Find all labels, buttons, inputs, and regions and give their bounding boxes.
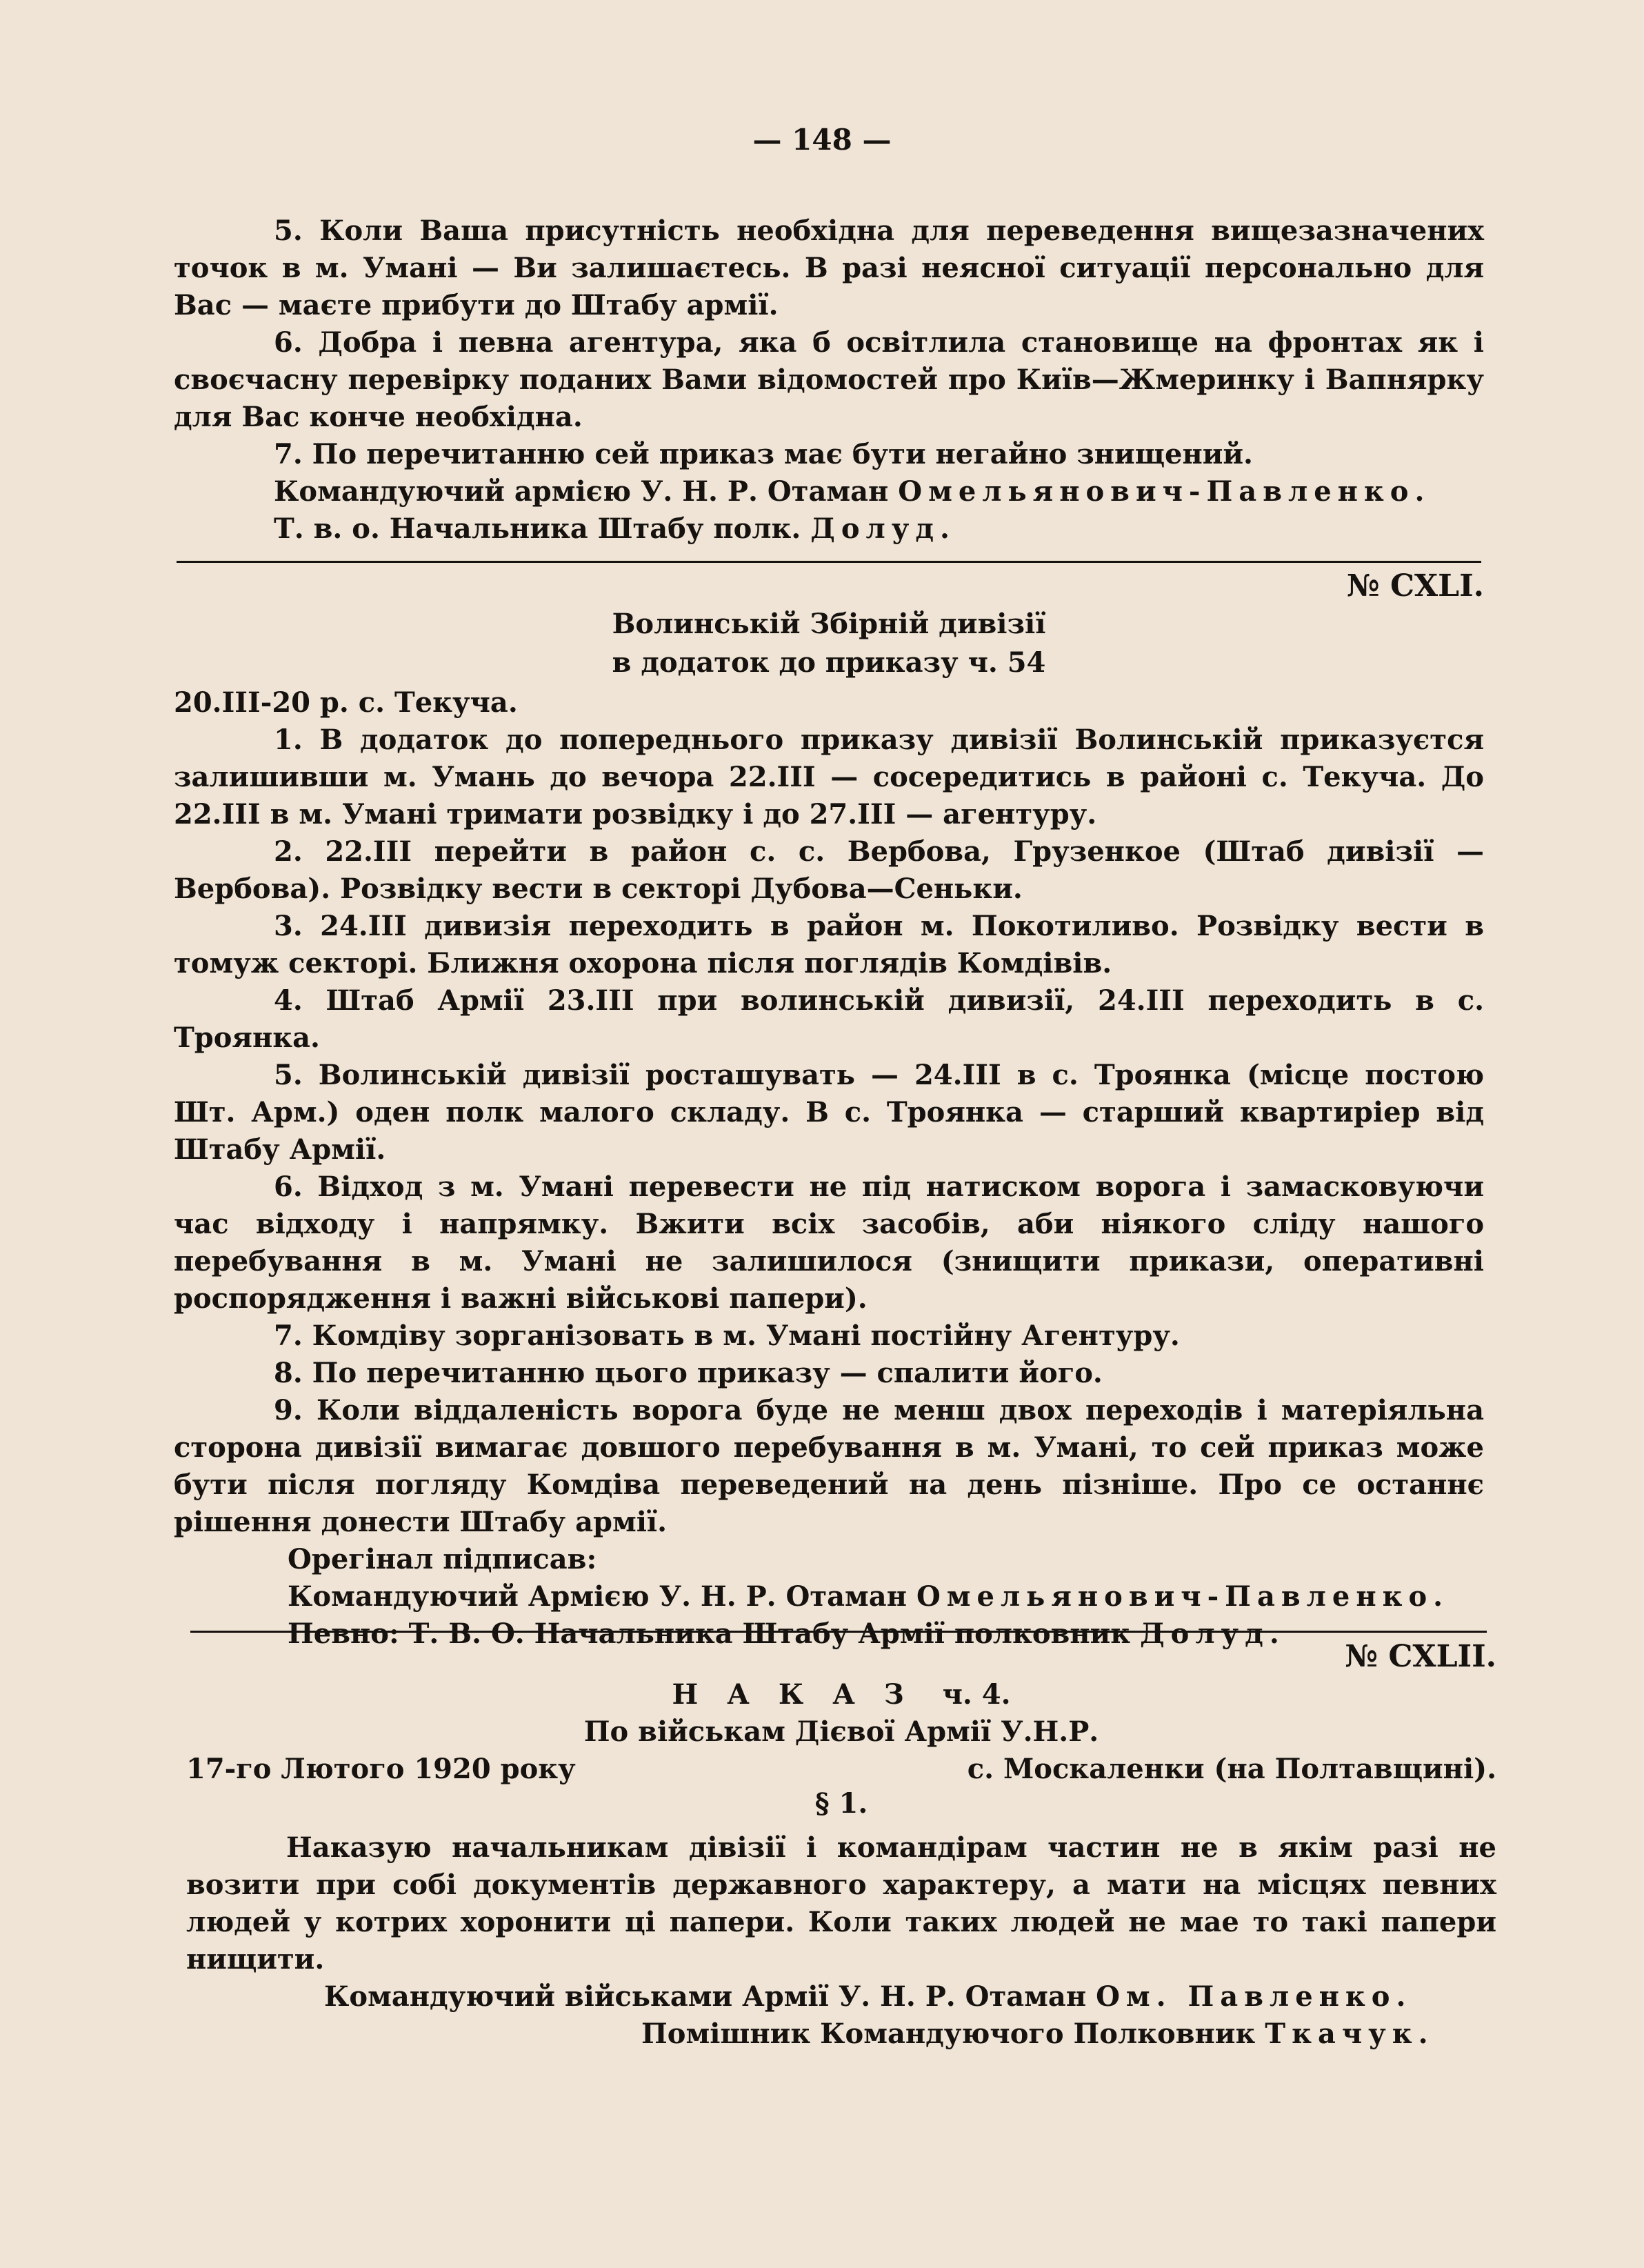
- paragraph: 5. Коли Ваша присутність необхідна для переведення вищезазначених точок в м. Умані — Ви залишаєтесь. В разі неясної ситуації персонально для Вас — маєте прибути до Штабу армії.: [174, 215, 1484, 321]
- divider: [190, 1631, 1487, 1633]
- signature-name: Долуд.: [1140, 1618, 1285, 1650]
- signature-line: [174, 473, 1484, 510]
- paragraph: 9. Коли віддаленість ворога буде не менш двох переходів і матеріяльна сторона дивізії вимагає довшого перебування в м. Умані, то сей приказ може бути після погляду Комдіва переведений на день пізніше. Про се останнє рішення донести Штабу армії.: [174, 1394, 1484, 1538]
- divider: [177, 561, 1481, 563]
- paragraph: 5. Волинській дивізії росташувать — 24.III в с. Троянка (місце постою Шт. Арм.) оден полк малого складу. В с. Троянка — старший квартиріер від Штабу Армії.: [174, 1059, 1484, 1166]
- paragraph: Наказую начальникам дівізії і командірам частин не в якім разі не возити при собі документів державного характеру, а мати на місцях певних людей у котрих хоронити ці папери. Коли таких людей не мае то такі папери нищити.: [186, 1831, 1496, 1976]
- signature-name: Ткачук.: [1265, 2018, 1434, 2050]
- date-place-row: [186, 1751, 1496, 1788]
- signature-line: [186, 1978, 1496, 2016]
- signature-prefix: Т. в. о. Начальника Штабу полк.: [274, 513, 801, 545]
- section-1: [174, 212, 1484, 548]
- document-number: № CXLI.: [1346, 568, 1484, 604]
- order-title: [186, 1676, 1496, 1713]
- paragraph: 2. 22.III перейти в район с. с. Вербова, Грузенкое (Штаб дивізії — Вербова). Розвідку вести в секторі Дубова—Сеньки.: [174, 835, 1484, 905]
- paragraph-mark: § 1.: [814, 1787, 868, 1820]
- order-title-number: ч. 4.: [942, 1678, 1011, 1711]
- paragraph: 4. Штаб Армії 23.III при волинській дивизії, 24.III переходить в с. Троянка.: [174, 984, 1484, 1054]
- heading: Волинській Збірній дивізії: [612, 608, 1046, 640]
- page-number: — 148 —: [752, 123, 892, 157]
- signature-prefix: Помішник Командуючого Полковник: [641, 2018, 1256, 2050]
- signature-prefix: Командуючий армією У. Н. Р. Отаман: [274, 475, 889, 508]
- signature-prefix: Командуючий Армією У. Н. Р. Отаман: [288, 1580, 907, 1613]
- order-place: с. Москаленки (на Полтавщині).: [967, 1753, 1496, 1785]
- paragraph: 8. По перечитанню цього приказу — спалити його.: [274, 1357, 1103, 1389]
- paragraph: 3. 24.III дивизія переходить в район м. Покотиливо. Розвідку вести в томуж секторі. Ближня охорона після поглядів Комдівів.: [174, 910, 1484, 979]
- section-2: [174, 567, 1484, 1653]
- paragraph: 7. По перечитанню сей приказ має бути негайно знищений.: [274, 438, 1253, 470]
- order-date: 17-го Лютого 1920 року: [186, 1753, 576, 1785]
- signature-line: [174, 1578, 1484, 1615]
- signature-name: Омельянович-Павленко.: [898, 475, 1431, 508]
- signature-line: [174, 510, 1484, 548]
- signature-prefix: Командуючий військами Армії У. Н. Р. Отаман: [324, 1980, 1087, 2013]
- date-place: 20.III-20 р. с. Текуча.: [174, 686, 518, 719]
- signature-line: [186, 2016, 1496, 2053]
- section-3: [186, 1638, 1496, 2053]
- signature-name: Долуд.: [810, 513, 956, 545]
- signature-name: Ом. Павленко.: [1096, 1980, 1412, 2013]
- paragraph: 7. Комдіву зорганізовать в м. Умані постійну Агентуру.: [274, 1320, 1180, 1352]
- paragraph: 1. В додаток до попереднього приказу дивізії Волинській приказуєтся залишивши м. Умань до вечора 22.III — сосередитись в районі с. Текуча. До 22.III в м. Умані тримати розвідку і до 27.III — агентуру.: [174, 724, 1484, 830]
- paragraph: 6. Відход з м. Умані перевести не під натиском ворога і замасковуючи час відходу і напрямку. Вжити всіх засобів, аби ніякого сліду нашого перебування в м. Умані не залишилося (знищити прикази, оперативні роспорядження і важні військові папери).: [174, 1171, 1484, 1315]
- heading: в додаток до приказу ч. 54: [612, 646, 1046, 679]
- order-title-word: НАКАЗ: [672, 1678, 933, 1711]
- document-number: № CXLII.: [1345, 1639, 1496, 1674]
- signature-prefix: Певно: Т. В. О. Начальника Штабу Армії полковник: [288, 1618, 1131, 1650]
- paragraph: 6. Добра і певна агентура, яка б освітлила становище на фронтах як і своєчасну перевірку поданих Вами відомостей про Київ—Жмеринку і Вапнярку для Вас конче необхідна.: [174, 326, 1484, 433]
- original-signed: Орегінал підписав:: [288, 1543, 597, 1575]
- order-subtitle: По військам Дієвої Армії У.Н.Р.: [583, 1715, 1099, 1748]
- signature-name: Омельянович-Павленко.: [916, 1580, 1450, 1613]
